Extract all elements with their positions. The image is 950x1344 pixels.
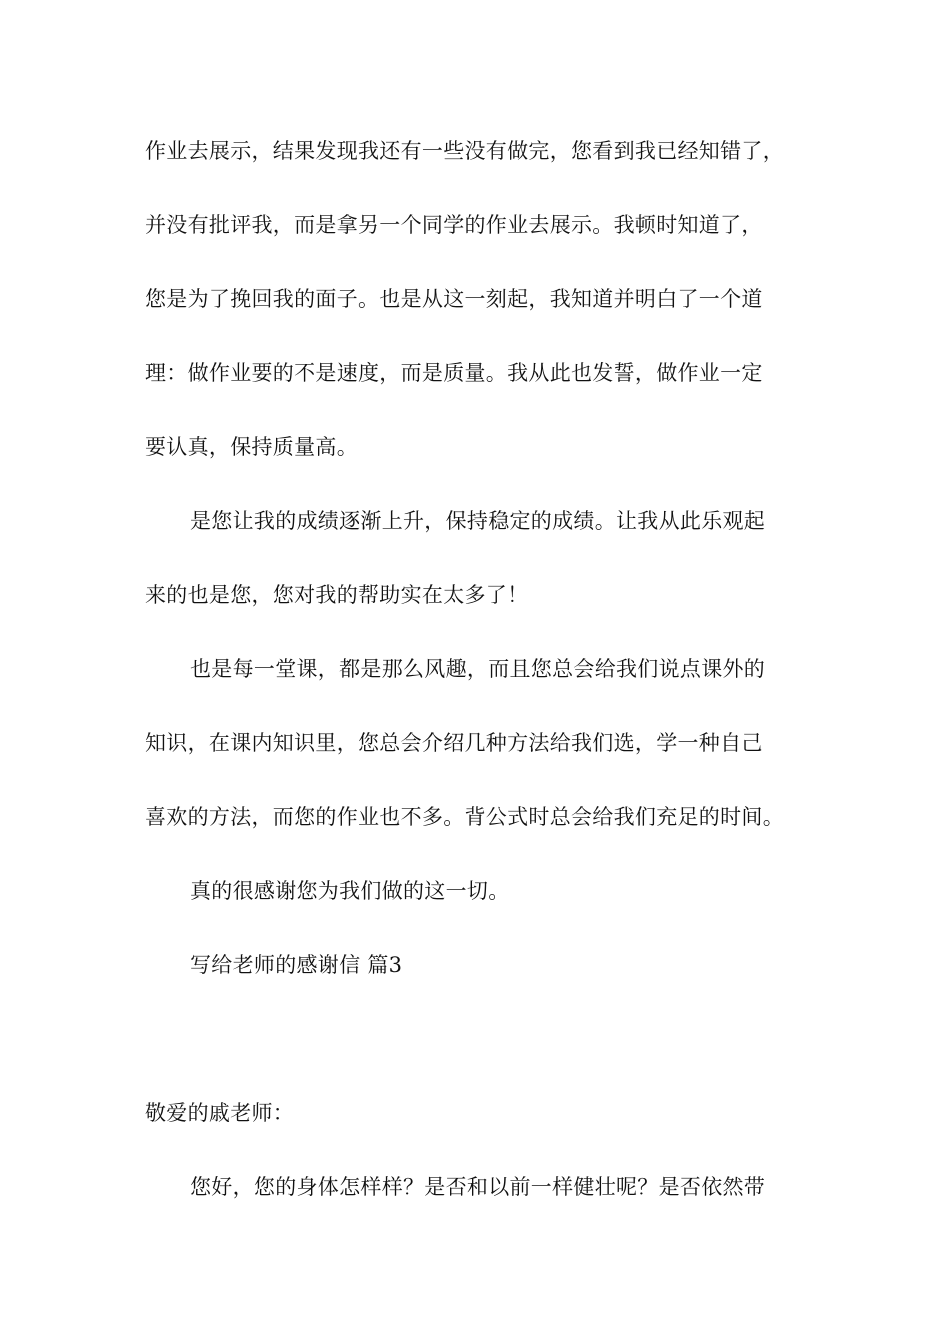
text-line-4: 理：做作业要的不是速度，而是质量。我从此也发誓，做作业一定 xyxy=(145,361,763,385)
text-line-11: 真的很感谢您为我们做的这一切。 xyxy=(190,879,510,903)
text-line-9: 知识，在课内知识里，您总会介绍几种方法给我们选，学一种自己 xyxy=(145,731,763,755)
text-line-14: 您好，您的身体怎样样？是否和以前一样健壮呢？是否依然带 xyxy=(190,1175,766,1199)
text-line-6: 是您让我的成绩逐渐上升，保持稳定的成绩。让我从此乐观起 xyxy=(190,509,766,533)
text-line-7: 来的也是您，您对我的帮助实在太多了！ xyxy=(145,583,529,607)
section-heading: 写给老师的感谢信 篇3 xyxy=(190,953,403,977)
text-line-8: 也是每一堂课，都是那么风趣，而且您总会给我们说点课外的 xyxy=(190,657,766,681)
salutation: 敬爱的戚老师： xyxy=(145,1101,295,1125)
text-line-1: 作业去展示，结果发现我还有一些没有做完，您看到我已经知错了， xyxy=(145,139,784,163)
text-line-3: 您是为了挽回我的面子。也是从这一刻起，我知道并明白了一个道 xyxy=(145,287,763,311)
text-line-5: 要认真，保持质量高。 xyxy=(145,435,358,459)
text-line-10: 喜欢的方法，而您的作业也不多。背公式时总会给我们充足的时间。 xyxy=(145,805,784,829)
text-line-2: 并没有批评我，而是拿另一个同学的作业去展示。我顿时知道了， xyxy=(145,213,763,237)
